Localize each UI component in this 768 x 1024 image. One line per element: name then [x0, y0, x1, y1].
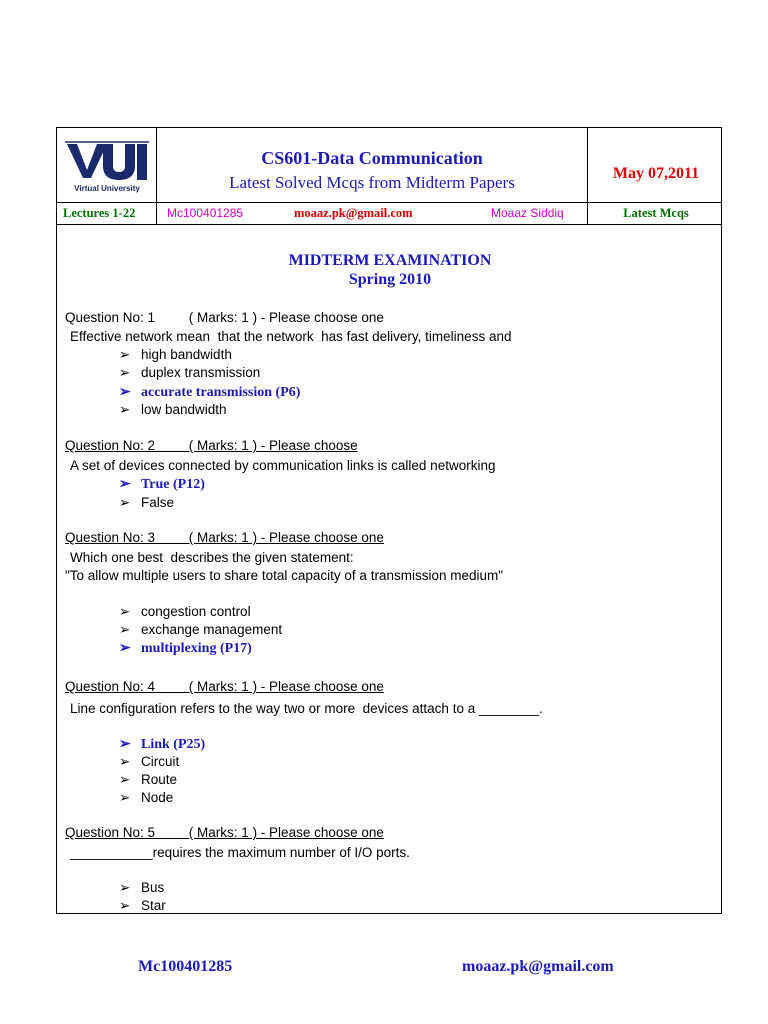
- option: [119, 789, 173, 807]
- student-id: Mc100401285: [167, 206, 244, 220]
- lectures-label: Lectures 1-22: [63, 206, 136, 220]
- option: [119, 346, 232, 364]
- option-text: Circuit: [141, 754, 180, 769]
- option-text: high bandwidth: [141, 347, 232, 362]
- vu-logo-mark-icon: [63, 136, 151, 182]
- option-text: multiplexing (P17): [141, 641, 252, 656]
- logo-caption: Virtual University: [74, 184, 140, 193]
- info-row-divider: [57, 224, 721, 225]
- option-text: True (P12): [141, 477, 205, 492]
- document-table: [56, 127, 722, 914]
- option-text: exchange management: [141, 622, 283, 637]
- document-date: May 07,2011: [612, 165, 700, 182]
- footer-email: moaaz.pk@gmail.com: [462, 958, 614, 975]
- option-text: False: [141, 495, 175, 510]
- correct-option: [119, 640, 252, 658]
- course-title: CS601-Data Communication: [261, 148, 483, 168]
- option-text: Route: [141, 772, 178, 787]
- arrow-bullet-icon: ➢: [119, 604, 131, 619]
- arrow-bullet-icon: ➢: [119, 754, 131, 769]
- contact-email: moaaz.pk@gmail.com: [294, 206, 413, 220]
- exam-term: Spring 2010: [348, 271, 432, 288]
- option: [119, 879, 164, 897]
- question-statement: A set of devices connected by communication links is called networking: [70, 458, 496, 473]
- option-text: low bandwidth: [141, 402, 227, 417]
- arrow-bullet-icon: ➢: [119, 880, 131, 895]
- arrow-bullet-icon: ➢: [119, 365, 131, 380]
- question-statement: Line configuration refers to the way two or more devices attach to a ________.: [70, 701, 543, 716]
- option: [119, 897, 166, 915]
- option: [119, 494, 174, 512]
- option: [119, 401, 227, 419]
- option-text: Star: [141, 898, 166, 913]
- option-text: duplex transmission: [141, 365, 261, 380]
- arrow-bullet-icon: ➢: [119, 495, 131, 510]
- option: [119, 364, 260, 382]
- question-header: Question No: 5 ( Marks: 1 ) - Please choose one: [65, 825, 384, 840]
- arrow-bullet-icon: ➢: [119, 402, 131, 417]
- option-text: Bus: [141, 880, 165, 895]
- option-text: Node: [141, 790, 174, 805]
- question-statement: Effective network mean that the network has fast delivery, timeliness and: [70, 329, 512, 344]
- question-statement: Which one best describes the given statement:: [70, 550, 354, 565]
- vu-logo: [63, 136, 151, 196]
- correct-option: [119, 384, 300, 402]
- footer-id: Mc100401285: [138, 958, 233, 975]
- arrow-bullet-icon: ➢: [119, 477, 131, 492]
- arrow-bullet-icon: ➢: [119, 772, 131, 787]
- question-statement: ___________requires the maximum number of I/O ports.: [70, 845, 410, 860]
- option: [119, 771, 177, 789]
- arrow-bullet-icon: ➢: [119, 898, 131, 913]
- course-subtitle: Latest Solved Mcqs from Midterm Papers: [229, 173, 515, 192]
- arrow-bullet-icon: ➢: [119, 385, 131, 400]
- arrow-bullet-icon: ➢: [119, 737, 131, 752]
- option-text: congestion control: [141, 604, 251, 619]
- option-text: Link (P25): [141, 737, 206, 752]
- option: [119, 603, 251, 621]
- date-cell-border: [587, 128, 588, 224]
- question-header: Question No: 3 ( Marks: 1 ) - Please choose one: [65, 530, 384, 545]
- question-header: Question No: 1 ( Marks: 1 ) - Please choose one: [65, 310, 384, 325]
- question-header: Question No: 4 ( Marks: 1 ) - Please choose one: [65, 679, 384, 694]
- author-name: Moaaz Siddiq: [491, 206, 564, 220]
- option: [119, 753, 179, 771]
- correct-option: [119, 476, 205, 494]
- question-statement: "To allow multiple users to share total capacity of a transmission medium": [65, 568, 504, 583]
- exam-title: MIDTERM EXAMINATION: [288, 252, 492, 269]
- latest-mcqs-label: Latest Mcqs: [623, 206, 689, 220]
- option: [119, 621, 282, 639]
- arrow-bullet-icon: ➢: [119, 347, 131, 362]
- arrow-bullet-icon: ➢: [119, 641, 131, 656]
- option-text: accurate transmission (P6): [141, 385, 301, 400]
- arrow-bullet-icon: ➢: [119, 790, 131, 805]
- arrow-bullet-icon: ➢: [119, 622, 131, 637]
- question-header: Question No: 2 ( Marks: 1 ) - Please choose: [65, 438, 358, 453]
- correct-option: [119, 736, 205, 754]
